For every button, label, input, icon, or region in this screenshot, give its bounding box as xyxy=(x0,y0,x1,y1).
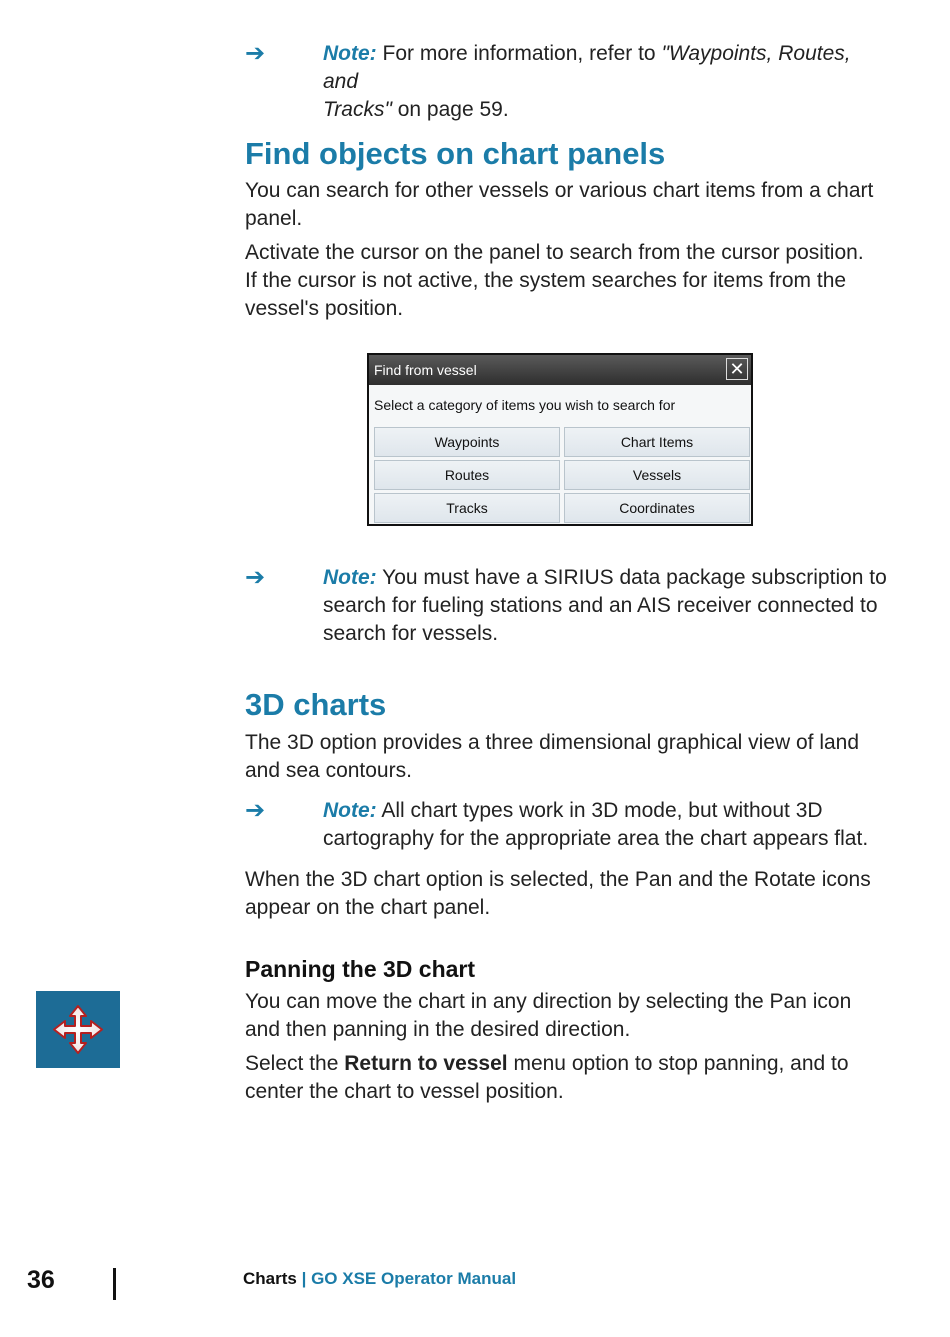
note-arrow-icon: ➔ xyxy=(245,40,266,67)
note-arrow-icon: ➔ xyxy=(245,797,266,824)
xref-link[interactable]: "Waypoints, Routes, and xyxy=(323,42,851,93)
note-arrow-icon: ➔ xyxy=(245,564,266,591)
xref-link-cont[interactable]: Tracks" xyxy=(323,98,392,121)
dialog-title: Find from vessel xyxy=(374,362,477,378)
waypoints-button[interactable]: Waypoints xyxy=(374,427,560,457)
note-label: Note: xyxy=(323,566,377,589)
find-para-1-line2: panel. xyxy=(245,207,303,230)
pan-para-2-line1 xyxy=(245,1050,885,1078)
chart-items-button[interactable]: Chart Items xyxy=(564,427,750,457)
3d-para-1-line1: The 3D option provides a three dimensional graphical view of land xyxy=(245,731,860,754)
find-dialog xyxy=(367,353,753,526)
find-para-2-line3: vessel's position. xyxy=(245,297,404,320)
routes-button[interactable]: Routes xyxy=(374,460,560,490)
coordinates-button[interactable]: Coordinates xyxy=(564,493,750,523)
tracks-button[interactable]: Tracks xyxy=(374,493,560,523)
dialog-button-grid xyxy=(374,427,748,523)
footer-chapter: Charts xyxy=(243,1269,297,1288)
note-label: Note: xyxy=(323,799,377,822)
note-1-text: For more information, refer to xyxy=(376,42,662,65)
footer-manual-title: GO XSE Operator Manual xyxy=(311,1269,517,1288)
page-number: 36 xyxy=(27,1266,55,1294)
note-1-page: on page 59. xyxy=(391,98,509,121)
3d-para-1 xyxy=(245,729,885,785)
footer-separator: | xyxy=(296,1269,312,1288)
return-to-vessel-label: Return to vessel xyxy=(344,1052,508,1075)
pan-para-1-line2: and then panning in the desired direction. xyxy=(245,1018,631,1041)
note-2-line2: search for fueling stations and an AIS receiver connected to xyxy=(323,594,878,617)
find-para-2 xyxy=(245,239,885,323)
pan-para-1 xyxy=(245,988,885,1044)
close-icon[interactable]: ✕ xyxy=(726,358,748,380)
note-3 xyxy=(323,797,903,853)
pan-para-2 xyxy=(245,1050,885,1106)
3d-para-2-line2: appear on the chart panel. xyxy=(245,896,491,919)
section-heading-find: Find objects on chart panels xyxy=(245,136,666,171)
pan-para-1-line1: You can move the chart in any direction by selecting the Pan icon xyxy=(245,990,852,1013)
note-3-line1 xyxy=(323,797,903,825)
note-1-line2 xyxy=(323,96,883,124)
vessels-button[interactable]: Vessels xyxy=(564,460,750,490)
note-2-line3: search for vessels. xyxy=(323,622,499,645)
section-heading-3d: 3D charts xyxy=(245,687,387,722)
note-1-line1 xyxy=(323,40,883,96)
footer-divider xyxy=(113,1268,116,1300)
find-para-1 xyxy=(245,177,885,233)
3d-para-2-line1: When the 3D chart option is selected, the Pan and the Rotate icons xyxy=(245,868,871,891)
pan-para-2-after: menu option to stop panning, and to xyxy=(507,1052,849,1075)
note-2 xyxy=(323,564,903,648)
note-3-line2: cartography for the appropriate area the chart appears flat. xyxy=(323,827,869,850)
section-heading-pan: Panning the 3D chart xyxy=(245,956,476,982)
find-para-2-line1: Activate the cursor on the panel to search from the cursor position. xyxy=(245,241,864,264)
footer-text xyxy=(243,1269,516,1289)
pan-para-2-line2: center the chart to vessel position. xyxy=(245,1080,564,1103)
find-para-1-line1: You can search for other vessels or various chart items from a chart xyxy=(245,179,874,202)
3d-para-1-line2: and sea contours. xyxy=(245,759,412,782)
note-2-text: You must have a SIRIUS data package subscription to xyxy=(376,566,887,589)
note-3-text: All chart types work in 3D mode, but without 3D xyxy=(376,799,823,822)
dialog-prompt: Select a category of items you wish to search for xyxy=(374,397,676,413)
note-1 xyxy=(323,40,883,124)
note-label: Note: xyxy=(323,42,377,65)
find-para-2-line2: If the cursor is not active, the system searches for items from the xyxy=(245,269,847,292)
dialog-titlebar xyxy=(369,355,751,385)
pan-para-2-before: Select the xyxy=(245,1052,345,1075)
3d-para-2 xyxy=(245,866,885,922)
pan-icon xyxy=(36,991,120,1068)
note-2-line1 xyxy=(323,564,903,592)
